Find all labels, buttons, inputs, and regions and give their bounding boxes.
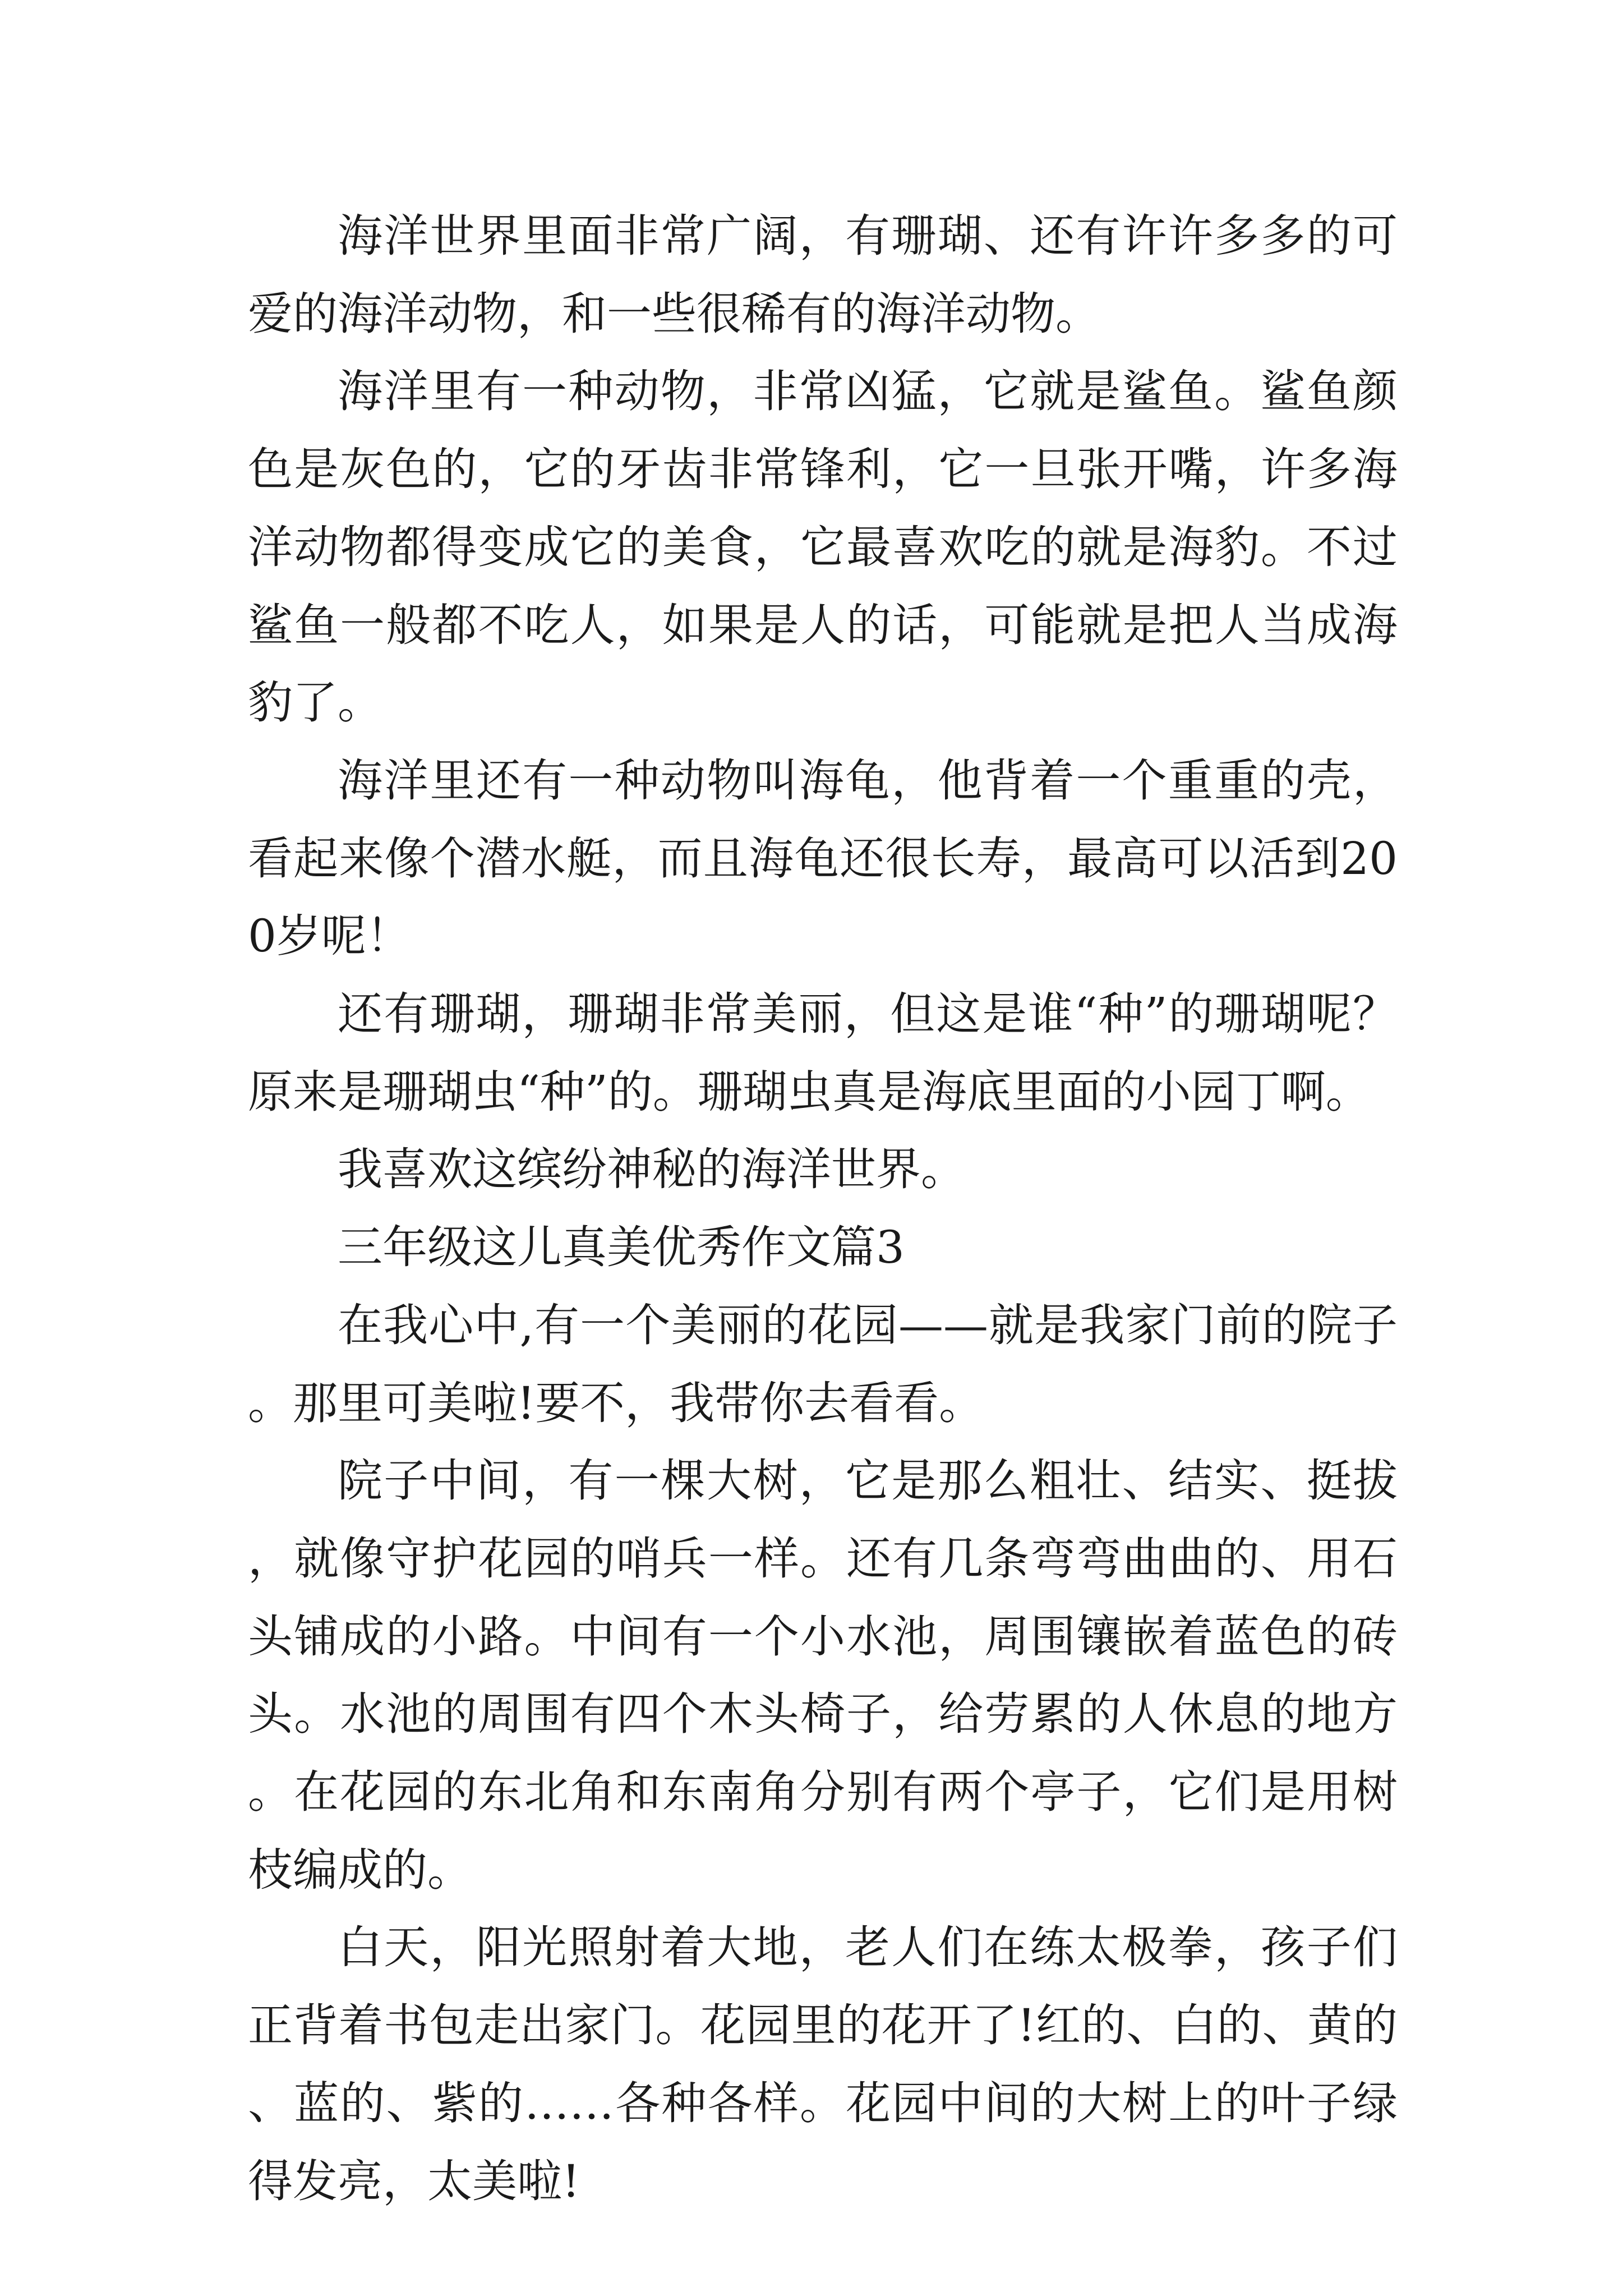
- paragraph-ocean-world: 海洋世界里面非常广阔，有珊瑚、还有许许多多的可爱的海洋动物，和一些很稀有的海洋动物。: [248, 210, 1398, 340]
- document-body: [248, 197, 1398, 2220]
- paragraph-daytime: 白天，阳光照射着大地，老人们在练太极拳，孩子们正背着书包走出家门。花园里的花开了!红的、白的、黄的、蓝的、紫的……各种各样。花园中间的大树上的叶子绿得发亮，太美啦!: [248, 1921, 1398, 2207]
- paragraph-coral: 还有珊瑚，珊瑚非常美丽，但这是谁“种”的珊瑚呢？原来是珊瑚虫“种”的。珊瑚虫真是海底里面的小园丁啊。: [248, 988, 1398, 1118]
- paragraph-sea-turtle: 海洋里还有一种动物叫海龟，他背着一个重重的壳，看起来像个潜水艇，而且海龟还很长寿，最高可以活到200岁呢！: [248, 754, 1398, 963]
- essay-heading: 三年级这儿真美优秀作文篇3: [338, 1221, 905, 1274]
- paragraph-conclusion: 我喜欢这缤纷神秘的海洋世界。: [338, 1143, 966, 1196]
- paragraph-shark: 海洋里有一种动物，非常凶猛，它就是鲨鱼。鲨鱼颜色是灰色的，它的牙齿非常锋利，它一旦张开嘴，许多海洋动物都得变成它的美食，它最喜欢吃的就是海豹。不过鲨鱼一般都不吃人，如果是人的话，可能就是把人当成海豹了。: [248, 365, 1398, 729]
- paragraph-garden-layout: 院子中间，有一棵大树，它是那么粗壮、结实、挺拔，就像守护花园的哨兵一样。还有几条弯弯曲曲的、用石头铺成的小路。中间有一个小水池，周围镶嵌着蓝色的砖头。水池的周围有四个木头椅子，给劳累的人休息的地方。在花园的东北角和东南角分别有两个亭子，它们是用树枝编成的。: [248, 1455, 1398, 1896]
- paragraph-garden-intro: 在我心中,有一个美丽的花园——就是我家门前的院子。那里可美啦!要不，我带你去看看。: [248, 1299, 1398, 1429]
